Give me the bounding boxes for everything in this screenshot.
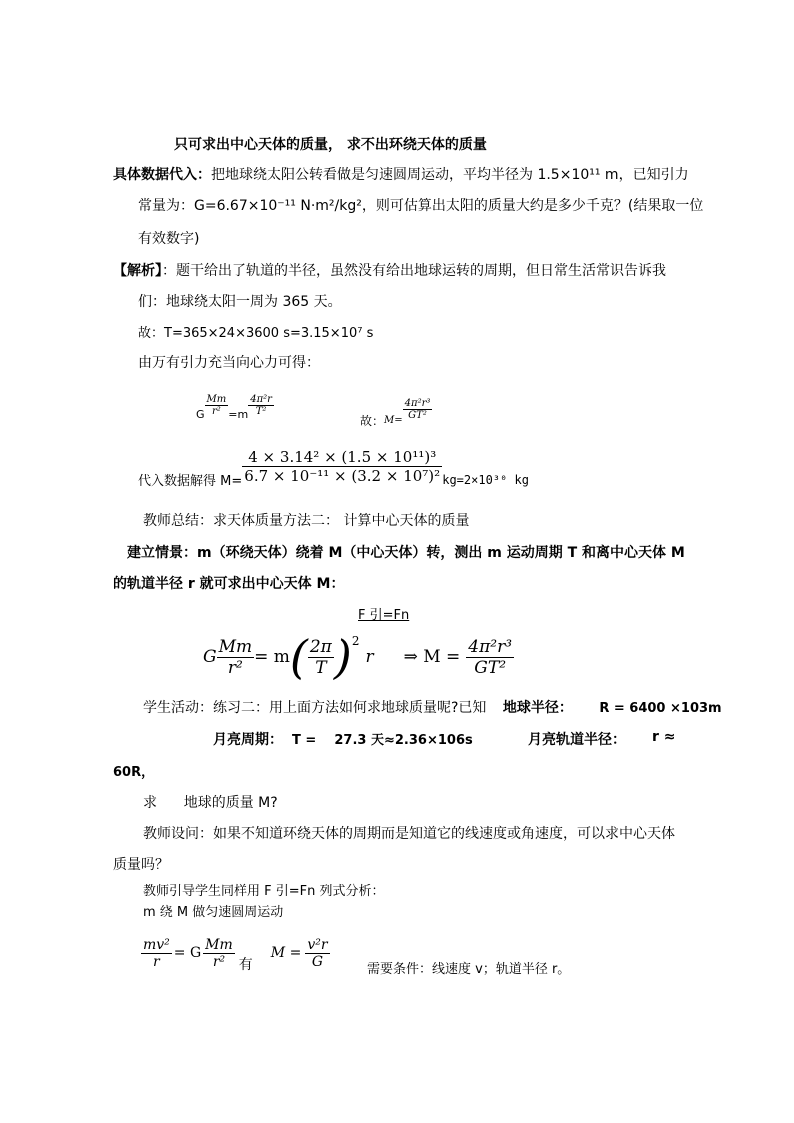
- condition-text: 需要条件：线速度 v；轨道半径 r。: [367, 962, 571, 977]
- activity-text: 学生活动：练习二：用上面方法如何求地球质量呢?已知: [143, 700, 487, 716]
- formula-eq-m: =m: [228, 408, 249, 421]
- formula-m-eq: M =: [270, 945, 302, 961]
- formula-g: G: [196, 408, 205, 421]
- formula-eq-m: = m: [254, 647, 290, 667]
- fraction-den: r²: [227, 657, 243, 678]
- radius-label: 地球半径：: [502, 700, 573, 716]
- substitution-suffix: kg=2×10³⁰ kg: [442, 472, 529, 487]
- fraction-num: 4π²r: [250, 394, 272, 405]
- data-sub-line2: 常量为：G=6.67×10⁻¹¹ N·m²/kg²，则可估算出太阳的质量大约是多少千克？(结果取一位: [138, 198, 704, 214]
- exponent: 2: [351, 634, 360, 648]
- fraction-den: r²: [212, 953, 226, 970]
- fraction-mm-r2: [203, 937, 235, 970]
- activity-line1: [143, 697, 722, 717]
- fraction-mm-r2: [217, 637, 255, 678]
- fraction-num: 4π²r³: [404, 398, 431, 409]
- fraction-den: T: [315, 657, 327, 678]
- formula-g: G: [203, 647, 217, 667]
- formula-general: [203, 630, 514, 684]
- teacher-summary: 教师总结：求天体质量方法二： 计算中心天体的质量: [143, 513, 470, 529]
- formula-gu: 故：: [360, 414, 385, 428]
- moon-period-value: T = 27.3 天≈2.36×106s: [292, 733, 473, 748]
- scenario-text1: m（环绕天体）绕着 M（中心天体）转，测出 m 运动周期 T 和离中心天体 M: [197, 545, 685, 561]
- teacher-question-line1: 教师设问：如果不知道环绕天体的周期而是知道它的线速度或角速度，可以求中心天体: [143, 826, 675, 842]
- guide-line1: 教师引导学生同样用 F 引=Fn 列式分析：: [143, 884, 385, 899]
- analysis-text1: ：题干给出了轨道的半径，虽然没有给出地球运转的周期，但日常生活常识告诉我: [162, 263, 666, 279]
- fraction-den: GT²: [408, 410, 427, 421]
- formula-gravity-centripetal: [196, 390, 274, 421]
- formula-r: r: [365, 647, 374, 667]
- guide-line2: m 绕 M 做匀速圆周运动: [143, 905, 284, 920]
- fraction-num: mv²: [143, 936, 170, 953]
- force-equation: F 引=Fn: [358, 608, 410, 623]
- scenario-label: 建立情景：: [127, 545, 197, 561]
- data-sub-text1: 把地球绕太阳公转看做是匀速圆周运动，平均半径为 1.5×10¹¹ m，已知引力: [211, 167, 689, 183]
- substitution-prefix: 代入数据解得 M=: [138, 474, 243, 489]
- data-sub-line1: [113, 164, 689, 184]
- fraction-num: v²r: [307, 936, 328, 953]
- moon-orbit-value: r ≈: [652, 729, 676, 745]
- analysis-line4: 由万有引力充当向心力可得：: [138, 355, 320, 371]
- fraction-den: GT²: [474, 657, 507, 678]
- formula-you: 有: [238, 957, 253, 973]
- analysis-label: 【解析】: [113, 263, 162, 279]
- left-paren: (: [289, 630, 308, 684]
- formula-velocity: [141, 932, 330, 974]
- analysis-line1: [113, 260, 666, 280]
- substitution-den: 6.7 × 10⁻¹¹ × (3.2 × 10⁷)²: [244, 467, 441, 485]
- activity-line3: 60R，: [113, 765, 155, 780]
- analysis-line3: 故：T=365×24×3600 s=3.15×10⁷ s: [138, 326, 374, 341]
- fraction-den: r: [153, 953, 160, 970]
- moon-period-label: 月亮周期：: [213, 732, 283, 748]
- fraction-num: Mm: [218, 636, 253, 657]
- implies-arrow: ⇒ M =: [403, 647, 461, 667]
- substitution-num: 4 × 3.14² × (1.5 × 10¹¹)³: [242, 448, 442, 467]
- formula-mass-result: [360, 390, 432, 429]
- scenario-line1: [127, 542, 685, 562]
- fraction-mm-r2: [205, 394, 229, 417]
- scenario-line2: 的轨道半径 r 就可求出中心天体 M：: [113, 576, 345, 592]
- data-sub-label: 具体数据代入：: [113, 167, 211, 183]
- fraction-den: G: [311, 953, 324, 970]
- data-sub-line3: 有效数字): [138, 231, 200, 247]
- fraction-4pi2r-t2: [248, 394, 274, 417]
- fraction-mv2-r: [141, 937, 172, 970]
- teacher-question-line2: 质量吗？: [113, 857, 169, 873]
- substitution-fraction: [242, 448, 442, 485]
- formula-eq-g: = G: [173, 945, 202, 961]
- fraction-den: T²: [255, 406, 267, 417]
- activity-ask: 求 地球的质量 M?: [143, 795, 278, 811]
- fraction-2pi-t: [308, 637, 334, 678]
- formula-m-eq: M=: [384, 415, 403, 426]
- fraction-num: 2π: [309, 636, 332, 657]
- radius-value: R = 6400 ×103m: [599, 701, 722, 716]
- right-paren: ): [333, 630, 352, 684]
- substitution-line: [138, 444, 529, 489]
- fraction-den: r²: [212, 406, 221, 417]
- fraction-num: Mm: [206, 394, 227, 405]
- fraction-num: Mm: [205, 936, 233, 953]
- section-title: 只可求出中心天体的质量， 求不出环绕天体的质量: [174, 137, 487, 153]
- moon-orbit-label: 月亮轨道半径：: [528, 732, 626, 748]
- fraction-4pi2r3-gt2: [403, 398, 433, 421]
- fraction-4pi2r3-gt2: [466, 637, 514, 678]
- analysis-line2: 们：地球绕太阳一周为 365 天。: [138, 294, 342, 310]
- fraction-v2r-g: [305, 937, 329, 970]
- fraction-num: 4π²r³: [468, 636, 513, 657]
